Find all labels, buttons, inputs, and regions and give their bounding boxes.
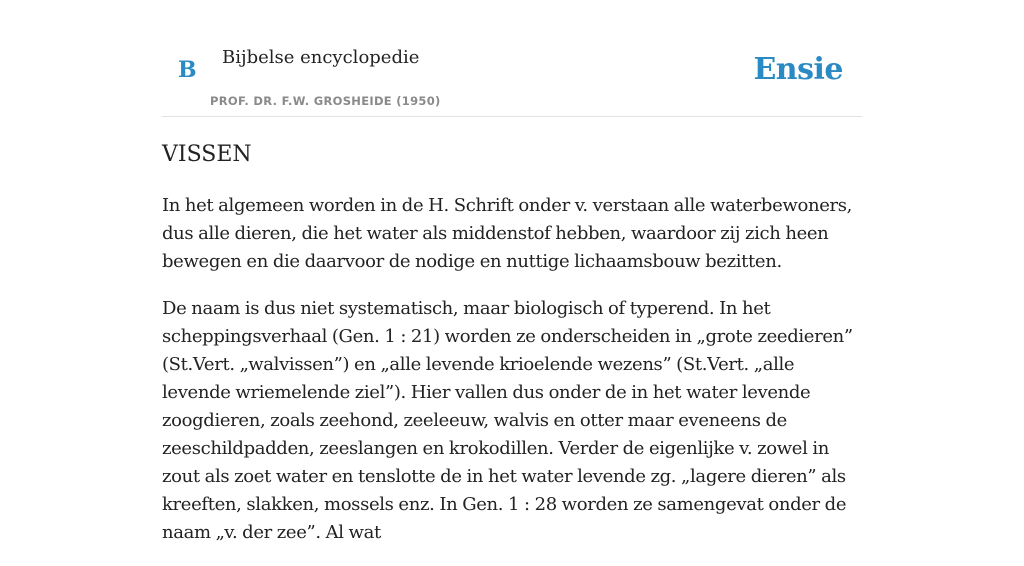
article-title: VISSEN	[162, 142, 252, 167]
paragraph-2: De naam is dus niet systematisch, maar biologisch of typerend. In het scheppingsverhaal (Gen. 1 : 21) worden ze onderscheiden in „grote zeedieren” (St.Vert. „walvissen”) en „alle levende krioelende wezens” (St.Vert. „alle levende wriemelende ziel”). Hier vallen dus onder de in het water levende zoogdieren, zoals zeehond, zeeleeuw, walvis en otter maar eveneens de zeeschildpadden, zeeslangen en krokodillen. Verder de eigenlijke v. zowel in zout als zoet water en tenslotte de in het water levende zg. „lagere dieren” als kreeften, slakken, mossels enz. In Gen. 1 : 28 worden ze samengevat onder de naam „v. der zee”. Al wat	[162, 298, 853, 543]
paragraph-1: In het algemeen worden in de H. Schrift onder v. verstaan alle waterbewoners, dus alle dieren, die het water als middenstof hebben, waardoor zij zich heen bewegen en die daarvoor de nodige en nuttige lichaamsbouw bezitten.	[162, 195, 853, 272]
header	[162, 0, 862, 117]
book-icon[interactable]: B	[178, 57, 197, 83]
article-body	[162, 192, 862, 566]
book-title[interactable]: Bijbelse encyclopedie	[222, 47, 420, 68]
book-author: PROF. DR. F.W. GROSHEIDE (1950)	[210, 94, 441, 108]
brand-logo[interactable]: Ensie	[753, 52, 843, 87]
page	[162, 0, 862, 543]
